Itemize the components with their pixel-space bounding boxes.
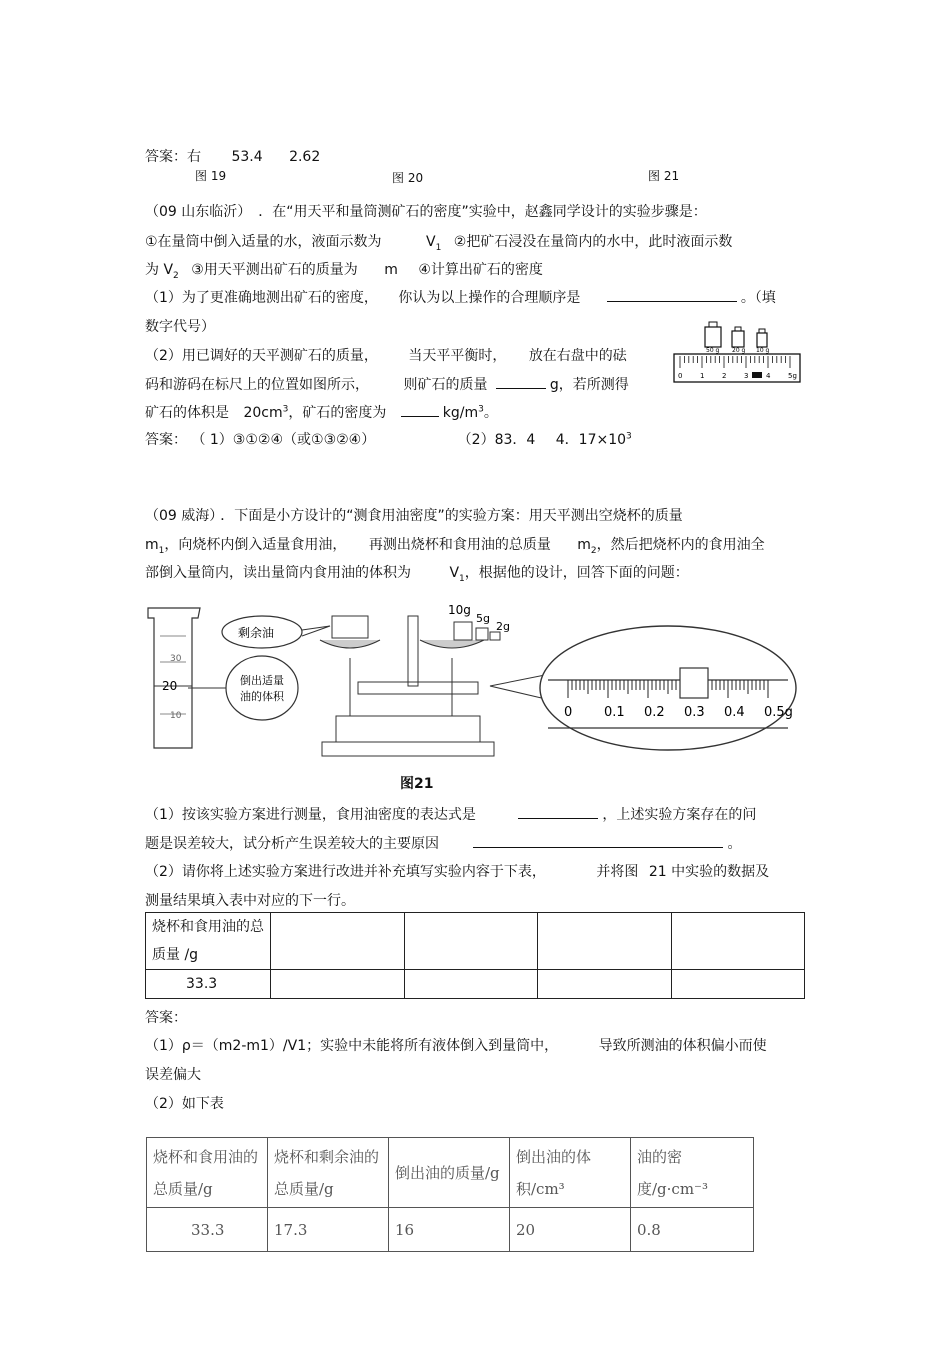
q2-answer-table: [146, 1137, 754, 1252]
table-cell: 20: [510, 1208, 631, 1252]
scale-number: 0.1: [604, 705, 625, 720]
q2-answer-1-line2: 误差偏大: [145, 1067, 201, 1083]
answer-label: 答案：右: [145, 149, 201, 165]
q1-balance-figure: [672, 318, 804, 386]
answer-line-1: [145, 146, 320, 166]
table-row: [146, 970, 805, 999]
figure-21-caption: 图21: [400, 776, 434, 792]
q1-density-blank: [401, 402, 439, 417]
table-row: [147, 1138, 754, 1208]
table-header-cell: 烧杯和剩余油的总质量/g: [268, 1138, 389, 1208]
scale-number: 0.5g: [764, 705, 793, 720]
q2-part2-line2: 测量结果填入表中对应的下一行。: [145, 893, 355, 909]
q2-answer-1-line1: （1）ρ＝（m2-m1）/V1；实验中未能将所有液体倒入到量筒中， 导致所测油的体积偏小而使: [145, 1038, 767, 1054]
table-header-cell: 倒出油的体积/cm³: [510, 1138, 631, 1208]
bubble-poured-volume-text: 倒出适量油的体积: [240, 674, 284, 703]
scale-number: 5g: [788, 372, 797, 380]
weight-50g-icon: [705, 322, 721, 347]
weight-50g-label: 50 g: [706, 347, 720, 354]
table-row: [146, 913, 805, 970]
scale-number: 2: [722, 372, 727, 380]
q1-source: （09 山东临沂）: [145, 204, 245, 220]
cyl-mark-10: 10: [170, 711, 182, 721]
weight-20g-icon: [732, 327, 744, 347]
q1-part2-line2: 码和游码在标尺上的位置如图所示， 则矿石的质量 g，若所测得: [145, 374, 629, 394]
scale-number: 0.3: [684, 705, 705, 720]
scale-number: 0.2: [644, 705, 665, 720]
q2-answer-2: （2）如下表: [145, 1096, 224, 1112]
table-cell: 33.3: [146, 970, 271, 999]
table-header-cell: 倒出油的质量/g: [389, 1138, 510, 1208]
q2-blank-table: [145, 912, 805, 999]
table-header-cell: 烧杯和食用油的总质量 /g: [146, 913, 271, 970]
q2-part1-line2: 题是误差较大，试分析产生误差较大的主要原因 。: [145, 833, 741, 853]
scale-number: 0: [564, 705, 573, 720]
table-cell: 33.3: [147, 1208, 268, 1252]
weight-2g-label: 2g: [496, 620, 510, 633]
cyl-mark-30: 30: [170, 654, 182, 664]
weight-10g-icon: [757, 329, 767, 347]
q1-part2-line3: 矿石的体积是 $20cm^3$，矿石的密度为 $kg/m^3$。: [145, 402, 498, 422]
answer-value-2: 2.62: [289, 149, 321, 165]
weight-20g-label: 20 g: [732, 347, 746, 354]
q1-part1-cont: 数字代号）: [145, 319, 215, 335]
q2-answer-label: 答案：: [145, 1010, 187, 1026]
q2-line3: 部倒入量筒内，读出量筒内食用油的体积为 $V_1$，根据他的设计，回答下面的问题：: [145, 565, 689, 584]
weight-10g-label: 10g: [448, 603, 471, 617]
q2-figure-21: [140, 596, 800, 796]
bubble-poured-volume: [226, 656, 298, 720]
table-header-cell: 烧杯和食用油的总质量/g: [147, 1138, 268, 1208]
scale-number: 1: [700, 372, 705, 380]
table-cell: 0.8: [631, 1208, 754, 1252]
q2-part2-line1: （2）请你将上述实验方案进行改进并补充填写实验内容于下表， 并将图 21 中实验的数据及: [145, 864, 770, 880]
table-row: [147, 1208, 754, 1252]
table-cell: 17.3: [268, 1208, 389, 1252]
cyl-mark-20: 20: [162, 679, 178, 693]
q1-steps-line2: 为 $V_2$ ③用天平测出矿石的质量为 m ④计算出矿石的密度: [145, 262, 543, 281]
q1-order-blank: [607, 287, 737, 302]
figure-label-20: 图 20: [392, 171, 424, 185]
table-input-cell[interactable]: [404, 913, 538, 970]
rider-icon: [680, 668, 708, 698]
q2-line2: $m_1$，向烧杯内倒入适量食用油， 再测出烧杯和食用油的总质量 $m_2$，然后把烧杯内的食用油全: [145, 537, 765, 556]
q1-part1: （1）为了更准确地测出矿石的密度， 你认为以上操作的合理顺序是 。（填: [145, 287, 776, 307]
q1-steps-line1: ①在量筒中倒入适量的水，液面示数为 $V_1$ ②把矿石浸没在量筒内的水中，此时液面示数: [145, 234, 733, 253]
q1-intro: （09 山东临沂） ．在“用天平和量筒测矿石的密度”实验中，赵鑫同学设计的实验步骤是：: [145, 204, 707, 220]
scale-number: 3: [744, 372, 749, 380]
table-input-cell[interactable]: [271, 970, 405, 999]
figure-label-19: 图 19: [195, 169, 227, 183]
scale-number: 0: [678, 372, 683, 380]
balance-icon: [320, 616, 500, 756]
table-input-cell[interactable]: [271, 913, 405, 970]
scale-ticks: [680, 356, 790, 368]
scale-numbers: [678, 372, 797, 380]
answer-value-1: 53.4: [231, 149, 263, 165]
q1-answer: 答案： （ 1）③①②④（或①③②④） （2）83．4 4．$17\times 10^3$: [145, 431, 632, 448]
table-header-cell: 油的密度/g·cm⁻³: [631, 1138, 754, 1208]
scale-number: 4: [766, 372, 771, 380]
table-input-cell[interactable]: [538, 970, 672, 999]
q1-part2-line1: （2）用已调好的天平测矿石的质量， 当天平平衡时， 放在右盘中的砝: [145, 348, 627, 364]
q1-mass-blank: [496, 374, 546, 389]
table-input-cell[interactable]: [671, 913, 805, 970]
rider-icon: [752, 372, 762, 378]
table-input-cell[interactable]: [538, 913, 672, 970]
q2-source: （09 威海）: [145, 508, 217, 524]
q2-part1-line1: （1）按该实验方案进行测量，食用油密度的表达式是 ，上述实验方案存在的问: [145, 804, 756, 824]
figure-label-21: 图 21: [648, 169, 680, 183]
q2-expression-blank: [518, 804, 598, 819]
table-input-cell[interactable]: [404, 970, 538, 999]
bubble-remaining-oil-text: 剩余油: [238, 626, 275, 640]
q2-intro: （09 威海） ．下面是小方设计的“测食用油密度”的实验方案：用天平测出空烧杯的质量: [145, 508, 683, 524]
graduated-cylinder-icon: [148, 608, 200, 748]
scale-number: 0.4: [724, 705, 745, 720]
q2-reason-blank: [473, 833, 723, 848]
table-input-cell[interactable]: [671, 970, 805, 999]
weight-5g-label: 5g: [476, 612, 490, 625]
table-cell: 16: [389, 1208, 510, 1252]
weight-10g-label: 10 g: [756, 347, 770, 354]
